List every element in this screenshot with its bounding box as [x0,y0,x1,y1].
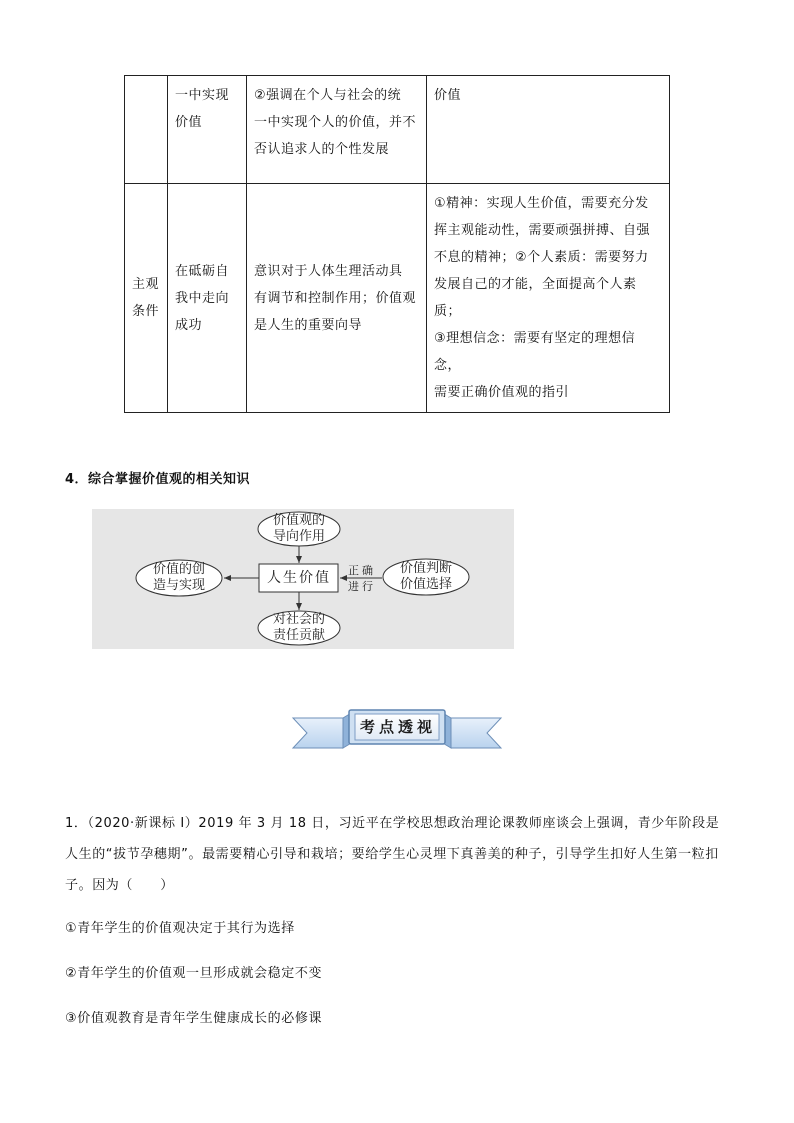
cell-text: 在砥砺自 我中走向 成功 [175,263,230,333]
value-diagram [92,509,514,649]
section-banner [291,704,503,754]
question-stem: 1．（2020·新课标 I）2019 年 3 月 18 日，习近平在学校思想政治理论课教师座谈会上强调，青少年阶段是人生的“拔节孕穗期”。最需要精心引导和栽培；要给学生心灵埋下真善美的种子，引导学生扣好人生第一粒扣子。因为（ ） [65,816,720,893]
cell-text: 主观 条件 [132,277,160,319]
node-right-label: 价值判断 价值选择 [399,561,452,592]
table-cell [427,184,670,413]
table-cell [125,76,168,184]
cell-text: 一中实现 价值 [175,88,230,130]
table-cell [168,76,247,184]
node-top-label: 价值观的 导向作用 [272,513,325,544]
cell-text: 价值 [434,88,462,103]
cell-text: ②强调在个人与社会的统 一中实现个人的价值，并不 否认追求人的个性发展 [254,88,417,157]
table-row [125,184,670,413]
option-1: ①青年学生的价值观决定于其行为选择 [65,921,295,936]
table-cell [247,76,427,184]
knowledge-table [124,75,670,413]
node-left-label: 价值的创 造与实现 [152,562,205,593]
table-row [125,76,670,184]
node-bottom-label: 对社会的 责任贡献 [272,612,325,643]
option-3: ③价值观教育是青年学生健康成长的必修课 [65,1011,323,1026]
edge-label-top: 正确 [348,564,376,577]
option-2: ②青年学生的价值观一旦形成就会稳定不变 [65,966,323,981]
banner-title: 考点透视 [359,718,436,736]
table-cell [168,184,247,413]
edge-label-bottom: 进行 [348,580,376,593]
node-center-label: 人生价值 [267,570,331,586]
cell-text: ①精神：实现人生价值，需要充分发 挥主观能动性，需要顽强拼搏、自强 不息的精神；②个人素质：需要努力 发展自己的才能，全面提高个人素质； ③理想信念：需要有坚定的理想信念， 需要正确价值观的指引 [434,196,651,400]
table-cell [247,184,427,413]
table-cell [125,184,168,413]
section-heading: 4．综合掌握价值观的相关知识 [65,472,251,487]
cell-text: 意识对于人体生理活动具 有调节和控制作用；价值观 是人生的重要向导 [254,263,417,333]
table-cell [427,76,670,184]
